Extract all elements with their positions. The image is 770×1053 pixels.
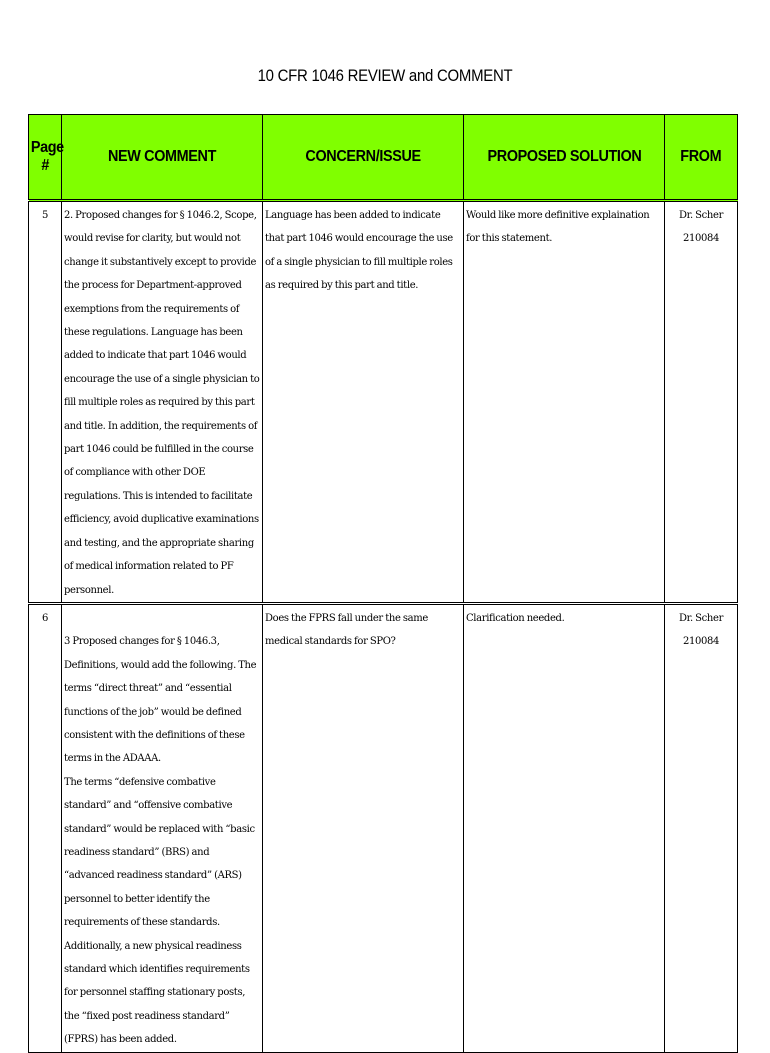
- from-id: 210084: [682, 233, 720, 245]
- header-page-line1: Page: [30, 139, 64, 156]
- cell-proposed-solution: Would like more definitive explaination for this statement.: [464, 201, 665, 604]
- cell-page: 5: [29, 201, 62, 604]
- header-new-comment: NEW COMMENT: [62, 115, 263, 201]
- comment-paragraph-1: 3 Proposed changes for § 1046.3, Definitions, would add the following. The terms “direct threat” and “essential functions of the job” would be defined consistent with the definitions of these terms in the ADAAA.: [64, 636, 257, 765]
- table-row: [29, 201, 738, 604]
- cell-new-comment: [62, 603, 263, 1052]
- cell-proposed-solution: Clarification needed.: [464, 603, 665, 1052]
- header-concern-issue: CONCERN/ISSUE: [263, 115, 464, 201]
- from-id: 210084: [682, 636, 720, 648]
- header-proposed-solution: PROPOSED SOLUTION: [464, 115, 665, 201]
- table-row: [29, 603, 738, 1052]
- cell-concern-issue: Language has been added to indicate that part 1046 would encourage the use of a single physician to fill multiple roles as required by this part and title.: [263, 201, 464, 604]
- cell-from: [665, 603, 738, 1052]
- header-from: FROM: [665, 115, 738, 201]
- review-comment-table: [28, 114, 738, 1053]
- cell-page: 6: [29, 603, 62, 1052]
- header-page-line2: #: [41, 157, 49, 174]
- from-name: Dr. Scher: [679, 612, 723, 624]
- comment-paragraph-2: The terms “defensive combative standard” and “offensive combative standard” would be replaced with “basic readiness standard” (BRS) and “advanced readiness standard” (ARS) personnel to better identify the requirements of these standards. Additionally, a new physical readiness standard which identifies requirements for personnel staffing stationary posts, the “fixed post readiness standard” (FPRS) has been added.: [64, 776, 255, 1046]
- cell-new-comment: 2. Proposed changes for § 1046.2, Scope, would revise for clarity, but would not change it substantively except to provide the process for Department-approved exemptions from the requirements of these regulations. Language has been added to indicate that part 1046 would encourage the use of a single physician to fill multiple roles as required by this part and title. In addition, the requirements of part 1046 could be fulfilled in the course of compliance with other DOE regulations. This is intended to facilitate efficiency, avoid duplicative examinations and testing, and the appropriate sharing of medical information related to PF personnel.: [62, 201, 263, 604]
- cell-from: [665, 201, 738, 604]
- table-header-row: [29, 115, 738, 201]
- cell-concern-issue: Does the FPRS fall under the same medical standards for SPO?: [263, 603, 464, 1052]
- from-name: Dr. Scher: [679, 210, 723, 221]
- document-title: 10 CFR 1046 REVIEW and COMMENT: [257, 66, 513, 85]
- header-page: [29, 115, 62, 201]
